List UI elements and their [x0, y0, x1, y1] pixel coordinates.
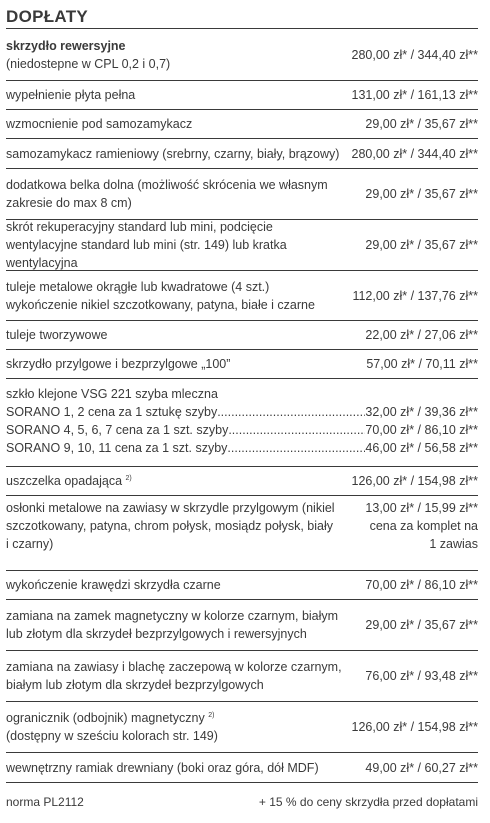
row-description: dodatkowa belka dolna (możliwość skrócenia we własnym zakresie do max 8 cm) [6, 178, 328, 210]
row-price: 280,00 zł* / 344,40 zł** [351, 146, 478, 161]
dot-leader [217, 403, 365, 421]
glass-line-price: 32,00 zł* / 39,36 zł** [365, 405, 478, 419]
row-price: 29,00 zł* / 35,67 zł** [365, 618, 478, 632]
table-row [6, 110, 478, 139]
row-price: 49,00 zł* / 60,27 zł** [365, 760, 478, 775]
row-description: wypełnienie płyta pełna [6, 88, 136, 102]
table-row-glass [6, 379, 478, 467]
glass-line-name: SORANO 1, 2 cena za 1 sztukę szyby [6, 405, 218, 419]
glass-line-price: 70,00 zł* / 86,10 zł** [365, 423, 478, 437]
row-description: tuleje tworzywowe [6, 328, 108, 342]
glass-line-name: SORANO 9, 10, 11 cena za 1 szt. szyby [6, 441, 228, 455]
table-row [6, 571, 478, 600]
row-price: 76,00 zł* / 93,48 zł** [365, 669, 478, 683]
footnote-marker: 2) [125, 475, 132, 482]
glass-heading: szkło klejone VSG 221 szyba mleczna [6, 387, 218, 401]
row-price: 126,00 zł* / 154,98 zł** [351, 720, 478, 734]
row-price: 126,00 zł* / 154,98 zł** [351, 474, 478, 488]
row-description-note: (niedostepne w CPL 0,2 i 0,7) [6, 56, 171, 71]
row-description: wzmocnienie pod samozamykacz [6, 117, 193, 131]
dot-leader [228, 421, 365, 439]
row-description-text: uszczelka opadająca [6, 474, 123, 488]
row-description [6, 37, 352, 73]
section-title: DOPŁATY [6, 7, 89, 26]
table-row [6, 169, 478, 220]
row-description [6, 709, 352, 745]
row-price: 29,00 zł* / 35,67 zł** [365, 117, 478, 131]
row-description: skrót rekuperacyjny standard lub mini, podcięcie wentylacyjne standard lub mini (str. 149) lub kratka wentylacyjna [6, 220, 287, 270]
table-row [6, 220, 478, 271]
table-row [6, 467, 478, 496]
footnote-marker: 2) [208, 712, 215, 719]
row-price: 280,00 zł* / 344,40 zł** [351, 47, 478, 62]
glass-line-name: SORANO 4, 5, 6, 7 cena za 1 szt. szyby [6, 423, 229, 437]
row-price: 112,00 zł* / 137,76 zł** [352, 288, 478, 303]
footer-left: norma PL2112 [6, 795, 84, 809]
row-description: zamiana na zamek magnetyczny w kolorze czarnym, białym lub złotym dla skrzydeł bezprzylgowych i rewersyjnych [6, 609, 339, 641]
row-description: wewnętrzny ramiak drewniany (boki oraz góra, dół MDF) [6, 760, 319, 775]
row-price: 57,00 zł* / 70,11 zł** [366, 357, 478, 371]
row-description-note: (dostępny w sześciu kolorach str. 149) [6, 729, 218, 743]
row-price: 22,00 zł* / 27,06 zł** [365, 328, 478, 342]
row-price: 70,00 zł* / 86,10 zł** [365, 578, 478, 592]
row-price-note: cena za komplet na 1 zawias [369, 519, 478, 551]
row-price: 29,00 zł* / 35,67 zł** [365, 187, 478, 201]
row-description-bold: skrzydło rewersyjne [6, 38, 126, 53]
table-row [6, 702, 478, 753]
footer-right: + 15 % do ceny skrzydła przed dopłatami [258, 795, 478, 809]
dot-leader [227, 439, 365, 457]
row-description: wykończenie krawędzi skrzydła czarne [6, 578, 221, 592]
row-price-value: 13,00 zł* / 15,99 zł** [365, 501, 478, 515]
row-price [360, 499, 478, 553]
row-description-text: ogranicznik (odbojnik) magnetyczny [6, 711, 205, 725]
table-row [6, 271, 478, 321]
glass-line-price: 46,00 zł* / 56,58 zł** [365, 441, 478, 455]
supplements-table [6, 28, 478, 783]
row-description: tuleje metalowe okrągłe lub kwadratowe (4 szt.) wykończenie nikiel szczotkowany, patyna, białe i czarne [6, 279, 315, 312]
footer-note [6, 783, 478, 809]
table-row [6, 29, 478, 81]
table-row [6, 350, 478, 379]
row-description: samozamykacz ramieniowy (srebrny, czarny, biały, brązowy) [6, 146, 340, 161]
table-row [6, 321, 478, 350]
row-description: osłonki metalowe na zawiasy w skrzydle przylgowym (nikiel szczotkowany, patyna, chrom połysk, mosiądz połysk, biały i czarny) [6, 501, 335, 551]
row-description: skrzydło przylgowe i bezprzylgowe „100” [6, 357, 231, 371]
table-row [6, 496, 478, 571]
table-row [6, 81, 478, 110]
table-row [6, 753, 478, 783]
glass-line [6, 439, 478, 457]
row-description [6, 472, 352, 490]
table-row [6, 139, 478, 169]
table-row [6, 651, 478, 702]
glass-line [6, 403, 478, 421]
glass-line [6, 421, 478, 439]
table-row [6, 600, 478, 651]
row-price: 29,00 zł* / 35,67 zł** [365, 238, 478, 252]
row-price: 131,00 zł* / 161,13 zł** [351, 88, 478, 102]
row-description: zamiana na zawiasy i blachę zaczepową w kolorze czarnym, białym lub złotym dla skrzydeł bezprzylgowych [6, 660, 342, 692]
